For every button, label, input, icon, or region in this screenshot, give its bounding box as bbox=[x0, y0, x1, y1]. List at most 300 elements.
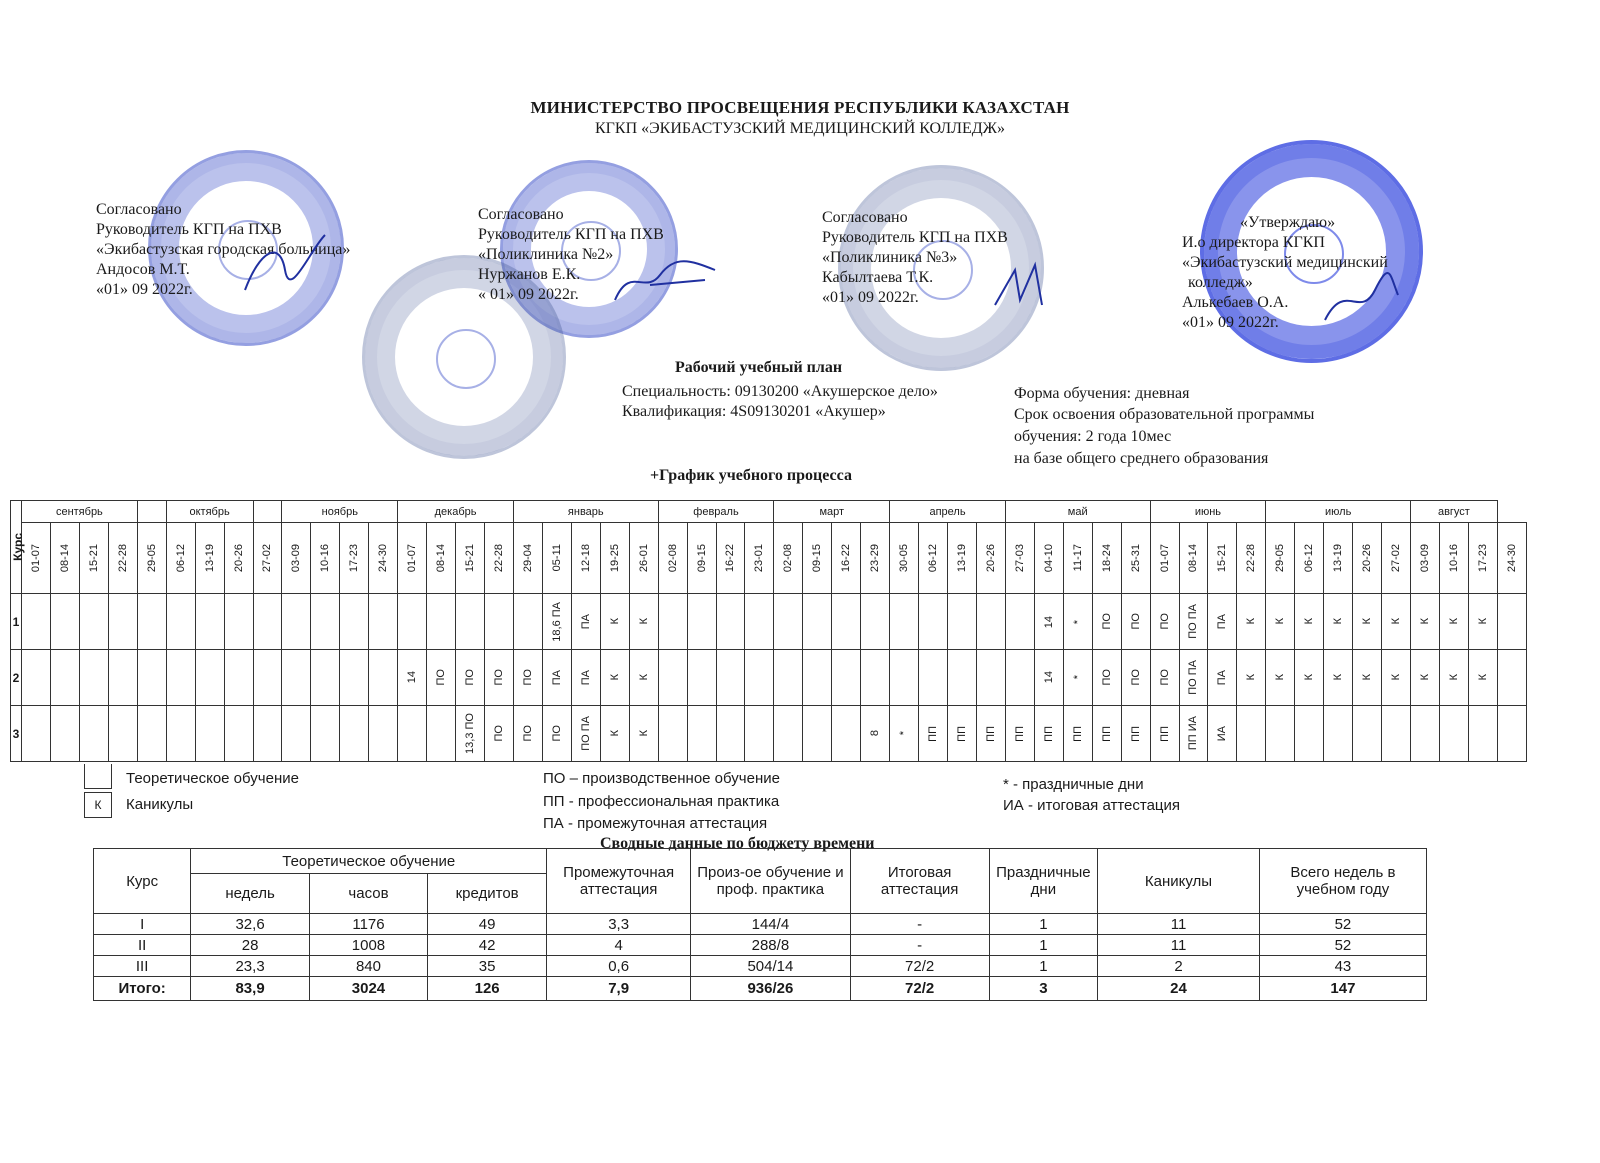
week-range-header bbox=[456, 523, 485, 594]
schedule-cell bbox=[22, 594, 51, 650]
schedule-cell bbox=[1411, 594, 1440, 650]
schedule-cell bbox=[1266, 650, 1295, 706]
week-range-label: 08-14 bbox=[1187, 544, 1200, 573]
legend-holidays: Каникулы bbox=[126, 796, 194, 813]
approval-block-3 bbox=[822, 208, 1008, 308]
week-range-header bbox=[745, 523, 774, 594]
schedule-cell bbox=[456, 594, 485, 650]
week-range-label: 15-21 bbox=[87, 544, 100, 573]
schedule-cell-value: ПП bbox=[1100, 725, 1113, 742]
month-header: октябрь bbox=[166, 501, 253, 523]
approval-position: Руководитель КГП на ПХВ bbox=[96, 221, 282, 238]
approval-date: «01» 09 2022г. bbox=[822, 289, 919, 306]
schedule-cell bbox=[1439, 706, 1468, 762]
schedule-cell bbox=[311, 594, 340, 650]
approval-organization: «Поликлиника №3» bbox=[822, 249, 958, 266]
schedule-cell bbox=[658, 706, 687, 762]
schedule-cell-value: ПА bbox=[550, 669, 563, 686]
schedule-cell bbox=[948, 706, 977, 762]
schedule-cell bbox=[282, 594, 311, 650]
schedule-cell bbox=[803, 706, 832, 762]
schedule-cell bbox=[1237, 594, 1266, 650]
schedule-cell bbox=[1150, 594, 1179, 650]
schedule-cell bbox=[1382, 650, 1411, 706]
week-range-header bbox=[716, 523, 745, 594]
schedule-cell bbox=[282, 706, 311, 762]
budget-cell: 1 bbox=[989, 935, 1098, 956]
schedule-cell bbox=[369, 650, 398, 706]
schedule-cell bbox=[224, 594, 253, 650]
week-range-label: 22-28 bbox=[492, 544, 505, 573]
approval-label: Согласовано bbox=[822, 209, 908, 226]
schedule-cell bbox=[774, 706, 803, 762]
week-range-header bbox=[1295, 523, 1324, 594]
week-range-header bbox=[1266, 523, 1295, 594]
budget-total-cell: 7,9 bbox=[547, 977, 691, 1001]
week-range-label: 27-03 bbox=[1013, 544, 1026, 573]
legend-star: * - праздничные дни bbox=[1003, 776, 1144, 793]
schedule-cell bbox=[716, 706, 745, 762]
approval-organization-cont: колледж» bbox=[1188, 274, 1253, 291]
week-range-header bbox=[195, 523, 224, 594]
budget-cell: 42 bbox=[428, 935, 547, 956]
week-range-header bbox=[22, 523, 51, 594]
month-header: март bbox=[774, 501, 890, 523]
month-header: январь bbox=[513, 501, 658, 523]
schedule-cell-value: 14 bbox=[1042, 671, 1055, 684]
schedule-cell bbox=[311, 650, 340, 706]
week-range-header bbox=[1208, 523, 1237, 594]
week-range-label: 19-25 bbox=[608, 544, 621, 573]
budget-cell: 840 bbox=[309, 956, 427, 977]
week-range-label: 13-19 bbox=[1332, 544, 1345, 573]
week-range-header bbox=[890, 523, 919, 594]
week-range-label: 30-05 bbox=[898, 544, 911, 573]
week-range-header bbox=[398, 523, 427, 594]
month-header: май bbox=[1005, 501, 1150, 523]
kurs-header bbox=[11, 501, 25, 594]
week-range-header bbox=[1468, 523, 1497, 594]
schedule-cell bbox=[340, 594, 369, 650]
week-range-label: 01-07 bbox=[1158, 544, 1171, 573]
week-range-label: 17-23 bbox=[1476, 544, 1489, 573]
week-range-header bbox=[1439, 523, 1468, 594]
budget-cell: 144/4 bbox=[691, 914, 851, 935]
schedule-cell bbox=[745, 594, 774, 650]
approval-organization: «Экибастузский медицинский bbox=[1182, 254, 1388, 271]
schedule-cell bbox=[195, 650, 224, 706]
legend-theory-box bbox=[84, 764, 112, 789]
schedule-cell bbox=[658, 650, 687, 706]
week-range-header bbox=[1150, 523, 1179, 594]
week-range-header bbox=[137, 523, 166, 594]
week-range-label: 16-22 bbox=[724, 544, 737, 573]
schedule-cell bbox=[195, 706, 224, 762]
legend-theory: Теоретическое обучение bbox=[126, 770, 299, 787]
week-range-label: 20-26 bbox=[1361, 544, 1374, 573]
week-range-header bbox=[658, 523, 687, 594]
schedule-cell bbox=[1179, 650, 1208, 706]
schedule-cell bbox=[571, 594, 600, 650]
week-range-label: 27-02 bbox=[1390, 544, 1403, 573]
week-range-header bbox=[919, 523, 948, 594]
week-range-label: 05-11 bbox=[550, 544, 563, 572]
schedule-cell bbox=[253, 650, 282, 706]
schedule-cell bbox=[50, 706, 79, 762]
schedule-cell-value: ИА bbox=[1216, 725, 1229, 742]
schedule-cell bbox=[542, 650, 571, 706]
budget-cell: 49 bbox=[428, 914, 547, 935]
budget-total-cell: Итого: bbox=[94, 977, 191, 1001]
schedule-cell bbox=[1439, 650, 1468, 706]
week-range-label: 11-17 bbox=[1071, 544, 1084, 572]
week-range-label: 17-23 bbox=[348, 544, 361, 573]
schedule-cell bbox=[340, 706, 369, 762]
kurs-header-label: Курс bbox=[11, 533, 25, 562]
budget-header-credits: кредитов bbox=[428, 874, 547, 914]
approval-date: «01» 09 2022г. bbox=[96, 281, 193, 298]
schedule-cell-value: К bbox=[608, 730, 621, 737]
week-range-header bbox=[427, 523, 456, 594]
budget-cell: 4 bbox=[547, 935, 691, 956]
week-range-label: 18-24 bbox=[1100, 544, 1113, 573]
week-range-label: 10-16 bbox=[1447, 544, 1460, 573]
week-range-label: 06-12 bbox=[174, 544, 187, 573]
month-header: февраль bbox=[658, 501, 774, 523]
budget-total-cell: 3024 bbox=[309, 977, 427, 1001]
schedule-cell bbox=[456, 706, 485, 762]
college-title: КГКП «ЭКИБАСТУЗСКИЙ МЕДИЦИНСКИЙ КОЛЛЕДЖ» bbox=[594, 120, 1006, 137]
week-range-header bbox=[600, 523, 629, 594]
schedule-cell-value: ПО bbox=[1100, 669, 1113, 686]
schedule-row bbox=[11, 706, 1527, 762]
schedule-cell bbox=[600, 650, 629, 706]
kurs-cell: 3 bbox=[11, 706, 22, 762]
schedule-cell bbox=[861, 650, 890, 706]
schedule-cell bbox=[976, 650, 1005, 706]
week-range-label: 25-31 bbox=[1129, 544, 1142, 573]
schedule-cell bbox=[1353, 650, 1382, 706]
week-range-label: 13-19 bbox=[203, 544, 216, 573]
schedule-cell-value: * bbox=[898, 731, 911, 736]
schedule-cell bbox=[687, 706, 716, 762]
schedule-cell-value: ПП bbox=[927, 725, 940, 742]
schedule-cell-value: ПП bbox=[1071, 725, 1084, 742]
schedule-cell bbox=[195, 594, 224, 650]
schedule-cell-value: К bbox=[1332, 674, 1345, 681]
schedule-cell-value: ПО ПА bbox=[1187, 660, 1200, 695]
budget-header-practice: Произ-ое обучение и проф. практика bbox=[691, 849, 851, 914]
week-range-header bbox=[571, 523, 600, 594]
schedule-cell bbox=[427, 650, 456, 706]
week-range-header bbox=[1353, 523, 1382, 594]
schedule-cell bbox=[832, 650, 861, 706]
schedule-cell bbox=[629, 650, 658, 706]
schedule-cell bbox=[224, 650, 253, 706]
schedule-cell-value: К bbox=[1245, 674, 1258, 681]
budget-cell: 0,6 bbox=[547, 956, 691, 977]
schedule-cell bbox=[485, 650, 514, 706]
schedule-cell bbox=[542, 594, 571, 650]
schedule-cell-value: ПО bbox=[435, 669, 448, 686]
schedule-cell-value: ПП bbox=[955, 725, 968, 742]
plan-title: Рабочий учебный план bbox=[675, 359, 843, 376]
schedule-cell bbox=[1034, 650, 1063, 706]
budget-header-interim: Промежуточная аттестация bbox=[547, 849, 691, 914]
signature-1 bbox=[240, 230, 330, 300]
schedule-cell-value: ПО bbox=[521, 669, 534, 686]
schedule-cell bbox=[137, 706, 166, 762]
approval-label: «Утверждаю» bbox=[1240, 214, 1336, 231]
schedule-cell-value: К bbox=[1332, 618, 1345, 625]
budget-cell: 288/8 bbox=[691, 935, 851, 956]
schedule-cell bbox=[1150, 706, 1179, 762]
schedule-cell-value: ПП bbox=[1042, 725, 1055, 742]
schedule-cell bbox=[1092, 650, 1121, 706]
plan-specialty: Специальность: 09130200 «Акушерское дело» bbox=[622, 383, 938, 400]
schedule-cell-value: К bbox=[1476, 674, 1489, 681]
budget-header-total: Всего недель в учебном году bbox=[1259, 849, 1426, 914]
schedule-cell-value: ПА bbox=[1216, 669, 1229, 686]
week-range-header bbox=[340, 523, 369, 594]
budget-header-kurs: Курс bbox=[94, 849, 191, 914]
schedule-cell bbox=[687, 650, 716, 706]
schedule-cell bbox=[1353, 594, 1382, 650]
schedule-cell bbox=[1266, 594, 1295, 650]
schedule-cell-value: К bbox=[1390, 618, 1403, 625]
schedule-cell bbox=[832, 594, 861, 650]
week-range-label: 09-15 bbox=[695, 544, 708, 573]
month-header: декабрь bbox=[398, 501, 514, 523]
schedule-cell-value: ПП bbox=[984, 725, 997, 742]
signature-3 bbox=[990, 260, 1050, 315]
schedule-cell bbox=[1497, 706, 1526, 762]
schedule-cell bbox=[1005, 594, 1034, 650]
schedule-cell-value: ПО bbox=[492, 725, 505, 742]
week-range-label: 12-18 bbox=[579, 544, 592, 573]
schedule-cell bbox=[890, 706, 919, 762]
schedule-cell bbox=[948, 594, 977, 650]
approval-signer: Нуржанов Е.К. bbox=[478, 266, 581, 283]
schedule-cell-value: К bbox=[637, 618, 650, 625]
budget-cell: 52 bbox=[1259, 914, 1426, 935]
schedule-cell bbox=[224, 706, 253, 762]
schedule-cell bbox=[137, 594, 166, 650]
schedule-cell bbox=[166, 650, 195, 706]
week-range-header bbox=[687, 523, 716, 594]
approval-label: Согласовано bbox=[96, 201, 182, 218]
budget-total-cell: 147 bbox=[1259, 977, 1426, 1001]
schedule-cell bbox=[832, 706, 861, 762]
budget-cell: I bbox=[94, 914, 191, 935]
budget-total-cell: 24 bbox=[1098, 977, 1260, 1001]
schedule-cell-value: ПО bbox=[550, 725, 563, 742]
schedule-cell bbox=[629, 594, 658, 650]
week-range-header bbox=[976, 523, 1005, 594]
schedule-cell bbox=[600, 594, 629, 650]
legend-ia: ИА - итоговая аттестация bbox=[1003, 797, 1181, 814]
schedule-cell bbox=[658, 594, 687, 650]
month-header: август bbox=[1411, 501, 1498, 523]
week-range-label: 15-21 bbox=[464, 544, 477, 573]
schedule-row bbox=[11, 650, 1527, 706]
week-range-label: 24-30 bbox=[1505, 544, 1518, 573]
budget-cell: 28 bbox=[191, 935, 310, 956]
month-header: сентябрь bbox=[22, 501, 138, 523]
budget-cell: 2 bbox=[1098, 956, 1260, 977]
schedule-cell bbox=[22, 650, 51, 706]
week-range-label: 29-05 bbox=[145, 544, 158, 573]
schedule-cell bbox=[716, 650, 745, 706]
week-range-header bbox=[803, 523, 832, 594]
approval-position: Руководитель КГП на ПХВ bbox=[822, 229, 1008, 246]
schedule-cell bbox=[108, 706, 137, 762]
week-range-label: 23-01 bbox=[753, 544, 766, 573]
schedule-cell bbox=[1439, 594, 1468, 650]
week-range-label: 03-09 bbox=[290, 544, 303, 573]
week-range-label: 27-02 bbox=[261, 544, 274, 573]
schedule-cell bbox=[427, 594, 456, 650]
schedule-cell-value: ПО bbox=[1158, 669, 1171, 686]
schedule-cell bbox=[485, 594, 514, 650]
schedule-cell bbox=[629, 706, 658, 762]
budget-header-final: Итоговая аттестация bbox=[850, 849, 989, 914]
schedule-cell bbox=[513, 650, 542, 706]
month-header bbox=[253, 501, 282, 523]
schedule-cell bbox=[687, 594, 716, 650]
schedule-cell bbox=[1005, 706, 1034, 762]
approval-date: « 01» 09 2022г. bbox=[478, 286, 579, 303]
schedule-row bbox=[11, 594, 1527, 650]
schedule-cell bbox=[1179, 706, 1208, 762]
week-range-label: 29-04 bbox=[521, 544, 534, 573]
schedule-cell bbox=[1208, 706, 1237, 762]
schedule-cell bbox=[1353, 706, 1382, 762]
legend-po: ПО – производственное обучение bbox=[543, 770, 780, 787]
budget-header-weeks: недель bbox=[191, 874, 310, 914]
schedule-cell bbox=[79, 650, 108, 706]
plan-term-3: на базе общего среднего образования bbox=[1014, 450, 1269, 467]
schedule-cell-value: ПО bbox=[464, 669, 477, 686]
schedule-cell bbox=[253, 594, 282, 650]
schedule-cell-value: ПП bbox=[1129, 725, 1142, 742]
schedule-cell bbox=[1208, 594, 1237, 650]
week-range-header bbox=[542, 523, 571, 594]
schedule-cell bbox=[774, 650, 803, 706]
schedule-cell-value: ПП ИА bbox=[1187, 716, 1200, 751]
week-range-header bbox=[1092, 523, 1121, 594]
week-range-label: 20-26 bbox=[232, 544, 245, 573]
schedule-cell bbox=[1295, 594, 1324, 650]
schedule-cell bbox=[1382, 706, 1411, 762]
week-range-header bbox=[1497, 523, 1526, 594]
schedule-cell-value: * bbox=[1071, 675, 1084, 680]
schedule-cell-value: ПО bbox=[521, 725, 534, 742]
schedule-cell-value: ПА bbox=[1216, 614, 1229, 630]
week-range-label: 09-15 bbox=[811, 544, 824, 573]
budget-total-cell: 72/2 bbox=[850, 977, 989, 1001]
schedule-cell bbox=[1034, 706, 1063, 762]
schedule-cell bbox=[369, 594, 398, 650]
schedule-cell-value: ПО bbox=[1129, 613, 1142, 630]
schedule-cell-value: ПА bbox=[579, 614, 592, 630]
schedule-cell bbox=[1295, 706, 1324, 762]
schedule-cell bbox=[253, 706, 282, 762]
week-range-label: 16-22 bbox=[840, 544, 853, 573]
schedule-cell bbox=[1382, 594, 1411, 650]
week-range-header bbox=[485, 523, 514, 594]
schedule-cell bbox=[108, 594, 137, 650]
schedule-cell bbox=[1295, 650, 1324, 706]
schedule-cell bbox=[919, 706, 948, 762]
schedule-cell bbox=[398, 650, 427, 706]
schedule-cell-value: К bbox=[1476, 618, 1489, 625]
schedule-cell-value: ПО ПА bbox=[579, 716, 592, 751]
budget-cell: 3,3 bbox=[547, 914, 691, 935]
schedule-cell bbox=[166, 594, 195, 650]
schedule-cell bbox=[745, 650, 774, 706]
schedule-cell bbox=[340, 650, 369, 706]
ministry-title: МИНИСТЕРСТВО ПРОСВЕЩЕНИЯ РЕСПУБЛИКИ КАЗАХСТАН bbox=[530, 98, 1070, 117]
schedule-cell bbox=[1468, 706, 1497, 762]
week-range-header bbox=[282, 523, 311, 594]
schedule-cell-value: К bbox=[1274, 618, 1287, 625]
approval-label: Согласовано bbox=[478, 206, 564, 223]
budget-cell: II bbox=[94, 935, 191, 956]
schedule-cell-value: ПП bbox=[1013, 725, 1026, 742]
schedule-cell-value: К bbox=[1361, 674, 1374, 681]
schedule-cell bbox=[1034, 594, 1063, 650]
week-range-header bbox=[224, 523, 253, 594]
schedule-cell bbox=[1208, 650, 1237, 706]
schedule-cell bbox=[1468, 594, 1497, 650]
week-range-header bbox=[1121, 523, 1150, 594]
week-range-label: 01-07 bbox=[406, 544, 419, 573]
week-range-header bbox=[1324, 523, 1353, 594]
week-range-label: 22-28 bbox=[116, 544, 129, 573]
kurs-cell: 2 bbox=[11, 650, 22, 706]
week-range-label: 08-14 bbox=[435, 544, 448, 573]
schedule-cell bbox=[976, 706, 1005, 762]
schedule-cell bbox=[137, 650, 166, 706]
schedule-table bbox=[10, 500, 1527, 762]
week-range-header bbox=[79, 523, 108, 594]
budget-cell: 72/2 bbox=[850, 956, 989, 977]
budget-total-cell: 126 bbox=[428, 977, 547, 1001]
schedule-cell-value: 8 bbox=[869, 730, 882, 737]
approval-position: И.о директора КГКП bbox=[1182, 234, 1325, 251]
schedule-cell bbox=[1179, 594, 1208, 650]
schedule-cell bbox=[1324, 594, 1353, 650]
budget-total-cell: 936/26 bbox=[691, 977, 851, 1001]
schedule-cell-value: К bbox=[608, 674, 621, 681]
month-header bbox=[137, 501, 166, 523]
schedule-cell bbox=[1497, 650, 1526, 706]
week-range-header bbox=[1034, 523, 1063, 594]
week-range-header bbox=[774, 523, 803, 594]
schedule-cell-value: К bbox=[1418, 674, 1431, 681]
budget-cell: - bbox=[850, 935, 989, 956]
legend-pp: ПП - профессиональная практика bbox=[543, 793, 780, 810]
week-range-label: 13-19 bbox=[955, 544, 968, 573]
week-range-label: 15-21 bbox=[1216, 544, 1229, 573]
schedule-title: +График учебного процесса bbox=[650, 467, 852, 484]
signature-4 bbox=[1320, 270, 1400, 330]
plan-term-2: обучения: 2 года 10мес bbox=[1014, 428, 1172, 445]
budget-cell: 52 bbox=[1259, 935, 1426, 956]
schedule-cell bbox=[745, 706, 774, 762]
schedule-cell bbox=[774, 594, 803, 650]
